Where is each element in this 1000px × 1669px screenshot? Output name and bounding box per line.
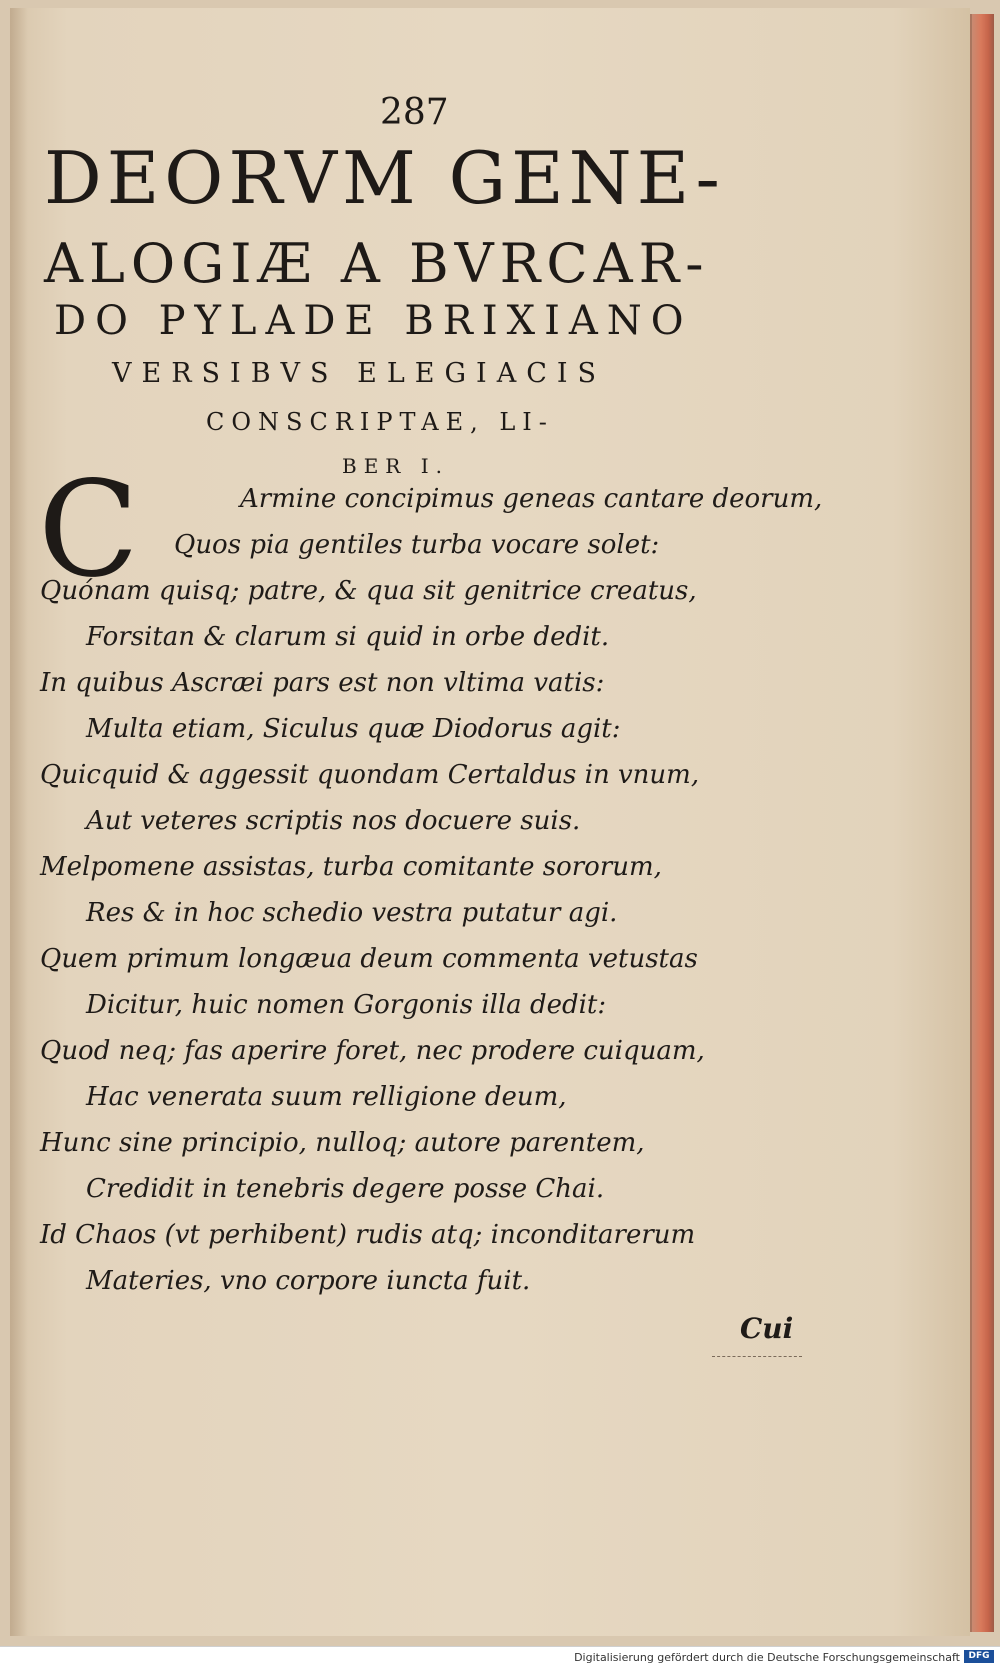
verse-line: Hac venerata suum relligione deum,: [86, 1082, 567, 1112]
title-line-1: DEORVM GENE-: [44, 136, 725, 220]
catchword-rule: [712, 1356, 802, 1357]
verse-line: Quónam quisq; patre, & qua sit genitrice creatus,: [40, 576, 697, 606]
verse-line: Dicitur, huic nomen Gorgonis illa dedit:: [86, 990, 607, 1020]
verse-line: Forsitan & clarum si quid in orbe dedit.: [86, 622, 610, 652]
verse-line: Quod neq; fas aperire foret, nec prodere cuiquam,: [40, 1036, 705, 1066]
title-line-3: DO PYLADE BRIXIANO: [54, 298, 693, 344]
verse-line: Materies, vno corpore iuncta fuit.: [86, 1266, 531, 1296]
verse-line: In quibus Ascræi pars est non vltima vatis:: [40, 668, 605, 698]
verse-line: Hunc sine principio, nulloq; autore parentem,: [40, 1128, 645, 1158]
verse-line: Quem primum longæua deum commenta vetustas: [40, 944, 698, 974]
verse-line: Aut veteres scriptis nos docuere suis.: [86, 806, 581, 836]
digitization-credit: Digitalisierung gefördert durch die Deutsche Forschungsgemeinschaft: [574, 1651, 960, 1664]
catchword: Cui: [740, 1312, 794, 1345]
title-line-4: VERSIBVS ELEGIACIS: [112, 358, 607, 389]
verse-line: Melpomene assistas, turba comitante sororum,: [40, 852, 662, 882]
verse-line: Multa etiam, Siculus quæ Diodorus agit:: [86, 714, 621, 744]
title-line-6: BER I.: [342, 454, 449, 478]
page-number: 287: [380, 92, 449, 133]
title-line-5: CONSCRIPTAE, LI-: [206, 408, 554, 436]
red-fore-edge: [970, 14, 994, 1632]
page-gutter-shadow: [10, 8, 28, 1636]
verse-line: Res & in hoc schedio vestra putatur agi.: [86, 898, 618, 928]
verse-line: Quos pia gentiles turba vocare solet:: [174, 530, 660, 560]
drop-cap: C: [38, 453, 139, 607]
footer-strip: [0, 1646, 1000, 1669]
verse-line: Credidit in tenebris degere posse Chai.: [86, 1174, 605, 1204]
verse-line: Id Chaos (vt perhibent) rudis atq; inconditarerum: [40, 1220, 696, 1250]
verse-line: Armine concipimus geneas cantare deorum,: [240, 484, 823, 514]
dfg-logo: DFG: [964, 1650, 994, 1663]
verse-line: Quicquid & aggessit quondam Certaldus in vnum,: [40, 760, 700, 790]
title-line-2: ALOGIÆ A BVRCAR-: [44, 232, 710, 295]
